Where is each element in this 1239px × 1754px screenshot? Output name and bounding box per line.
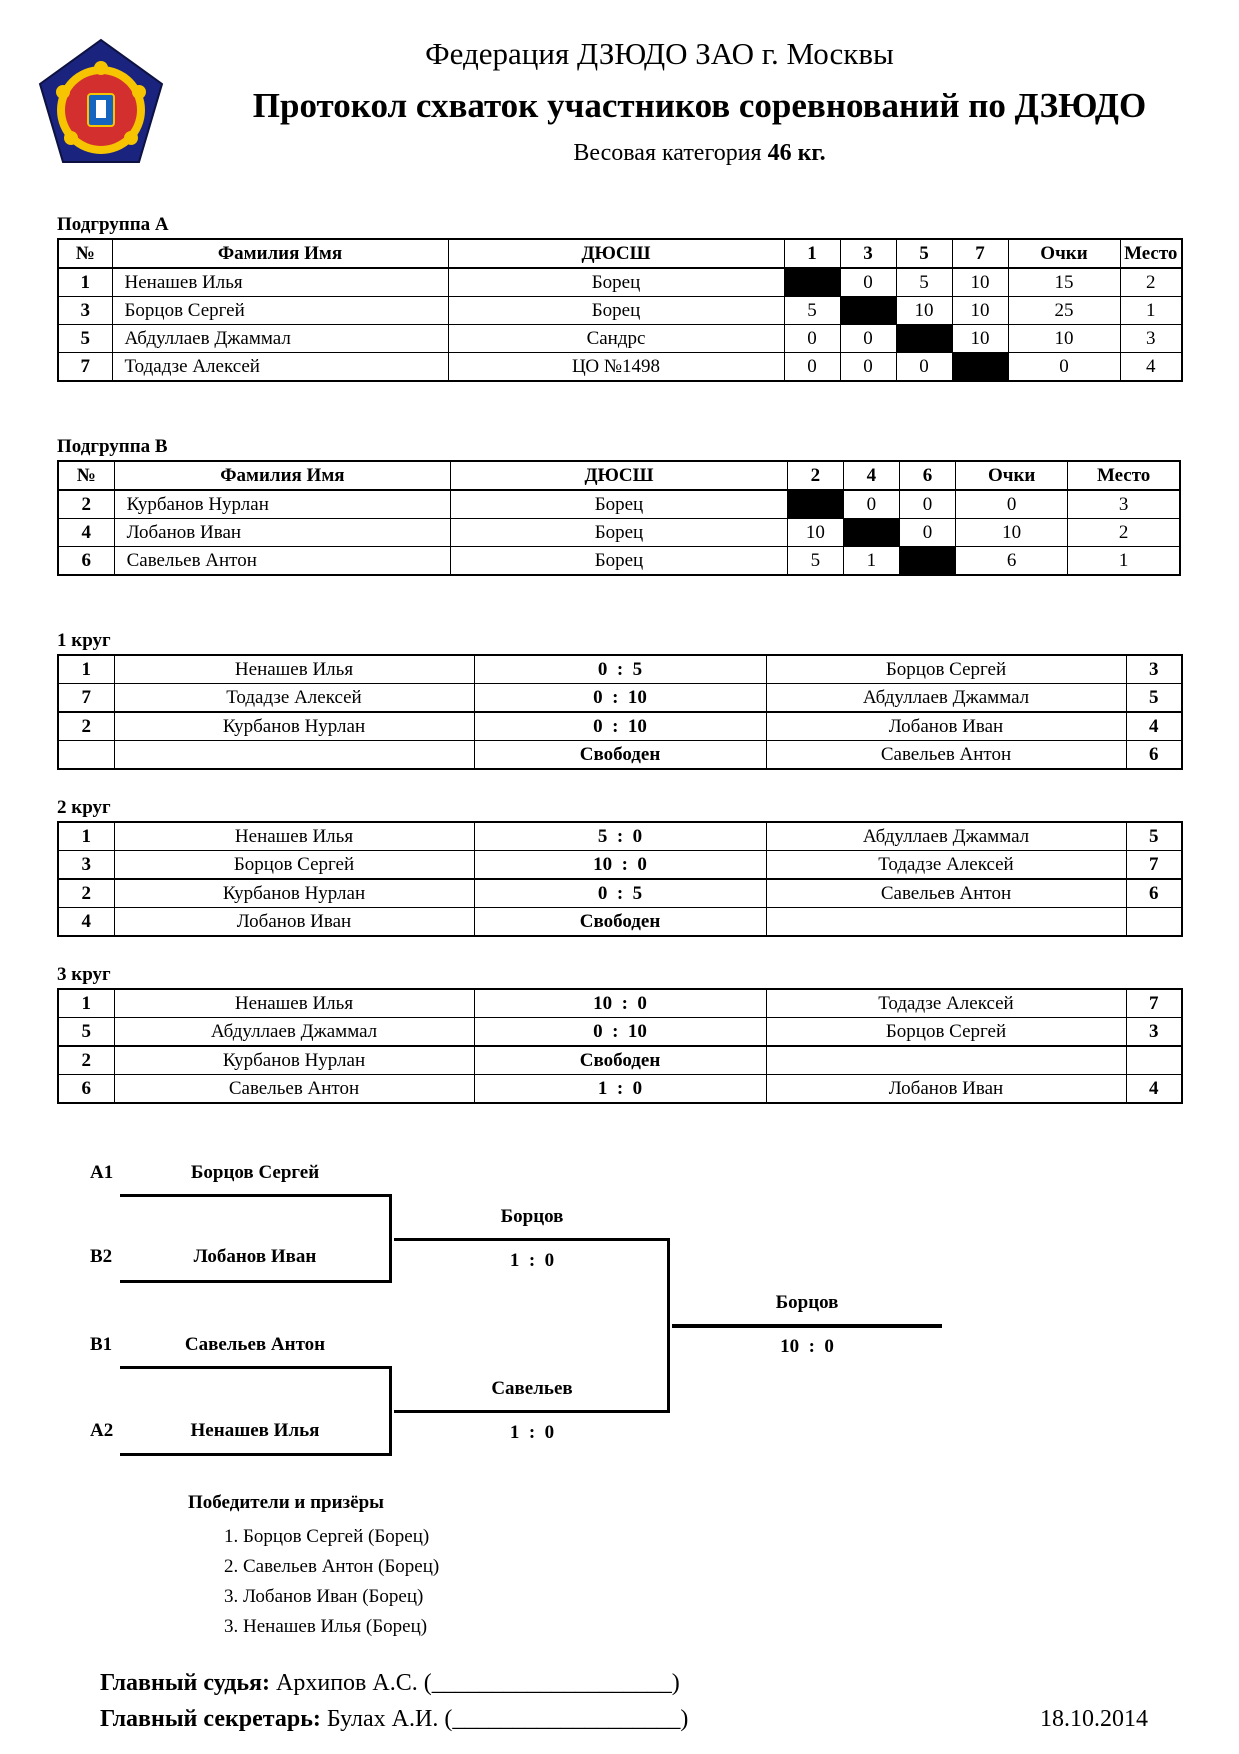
weight-category bbox=[0, 140, 1239, 167]
semi1-name-top: Борцов Сергей bbox=[190, 1162, 320, 1183]
bout-cell-n1: 1 bbox=[58, 989, 114, 1018]
semi2-seed-bottom: А2 bbox=[90, 1420, 114, 1441]
bout-cell-p1: Ненашев Илья bbox=[114, 822, 474, 851]
semi1-seed-bottom: В2 bbox=[90, 1246, 113, 1267]
bout-cell-n1 bbox=[58, 741, 114, 770]
group-a-cell-name: Борцов Сергей bbox=[112, 297, 448, 325]
group-b-table bbox=[57, 460, 1181, 576]
bout-cell-score: 0 : 5 bbox=[474, 879, 766, 908]
bout-cell-p1: Курбанов Нурлан bbox=[114, 712, 474, 741]
bout-row bbox=[58, 712, 1182, 741]
bout-cell-n2: 6 bbox=[1126, 741, 1182, 770]
group-a-cell-r1: 0 bbox=[784, 325, 840, 353]
bout-cell-p2: Савельев Антон bbox=[766, 741, 1126, 770]
semi2-score: 1 : 0 bbox=[509, 1422, 555, 1443]
bout-cell-n1: 1 bbox=[58, 655, 114, 684]
group-a-cell-r1: 5 bbox=[784, 297, 840, 325]
group-a-cell-r7 bbox=[952, 353, 1008, 382]
group-a-header-cell: № bbox=[58, 239, 112, 268]
group-a-cell-name: Ненашев Илья bbox=[112, 268, 448, 297]
group-a-cell-place: 1 bbox=[1120, 297, 1182, 325]
group-a-header-cell: ДЮСШ bbox=[448, 239, 784, 268]
winner-item: 2. Савельев Антон (Борец) bbox=[224, 1556, 440, 1577]
group-a-row bbox=[58, 268, 1182, 297]
group-a-cell-name: Абдуллаев Джаммал bbox=[112, 325, 448, 353]
group-b-row bbox=[58, 490, 1180, 519]
bout-cell-p2: Борцов Сергей bbox=[766, 655, 1126, 684]
bout-cell-p1: Ненашев Илья bbox=[114, 989, 474, 1018]
bracket-line bbox=[120, 1453, 392, 1456]
bout-cell-score: 10 : 0 bbox=[474, 989, 766, 1018]
group-b-cell-r4: 1 bbox=[843, 547, 899, 576]
group-b-cell-num: 4 bbox=[58, 519, 114, 547]
bout-cell-p2: Тодадзе Алексей bbox=[766, 851, 1126, 880]
group-a-cell-r5 bbox=[896, 325, 952, 353]
group-b-cell-r4: 0 bbox=[843, 490, 899, 519]
bout-cell-n1: 2 bbox=[58, 879, 114, 908]
group-b-cell-r6: 0 bbox=[899, 490, 955, 519]
group-a-cell-place: 2 bbox=[1120, 268, 1182, 297]
group-a-cell-name: Тодадзе Алексей bbox=[112, 353, 448, 382]
group-a-cell-points: 15 bbox=[1008, 268, 1120, 297]
group-a-header-cell: 1 bbox=[784, 239, 840, 268]
bout-cell-p2: Савельев Антон bbox=[766, 879, 1126, 908]
group-b-cell-r6 bbox=[899, 547, 955, 576]
bout-cell-n1: 6 bbox=[58, 1075, 114, 1104]
round-label: 2 круг bbox=[57, 797, 111, 818]
group-a-cell-place: 4 bbox=[1120, 353, 1182, 382]
group-b-cell-r4 bbox=[843, 519, 899, 547]
group-a-cell-num: 3 bbox=[58, 297, 112, 325]
group-b-cell-club: Борец bbox=[451, 490, 788, 519]
bout-cell-n2: 5 bbox=[1126, 684, 1182, 713]
group-a-header-cell: Очки bbox=[1008, 239, 1120, 268]
bout-row bbox=[58, 1018, 1182, 1047]
group-a-table bbox=[57, 238, 1183, 382]
bout-cell-n1: 2 bbox=[58, 1046, 114, 1075]
bout-row bbox=[58, 908, 1182, 937]
group-b-cell-place: 1 bbox=[1068, 547, 1180, 576]
bout-row bbox=[58, 989, 1182, 1018]
group-a-header-cell: 7 bbox=[952, 239, 1008, 268]
group-a-cell-r3: 0 bbox=[840, 353, 896, 382]
winners-list bbox=[224, 1522, 439, 1642]
bracket-line bbox=[394, 1238, 670, 1241]
group-a-row bbox=[58, 325, 1182, 353]
group-a-cell-r7: 10 bbox=[952, 325, 1008, 353]
bout-cell-p2: Абдуллаев Джаммал bbox=[766, 822, 1126, 851]
final-score: 10 : 0 bbox=[780, 1336, 834, 1357]
bout-cell-score: Свободен bbox=[474, 741, 766, 770]
chief-secretary-label: Главный секретарь: bbox=[100, 1706, 321, 1732]
weight-category-label: Весовая категория bbox=[573, 140, 768, 166]
group-b-cell-points: 0 bbox=[956, 490, 1068, 519]
round-table bbox=[57, 654, 1183, 770]
group-a-header-cell: Место bbox=[1120, 239, 1182, 268]
group-a-cell-club: ЦО №1498 bbox=[448, 353, 784, 382]
group-b-header-cell: 2 bbox=[787, 461, 843, 490]
bout-cell-p2: Абдуллаев Джаммал bbox=[766, 684, 1126, 713]
bout-row bbox=[58, 741, 1182, 770]
bout-cell-n2: 7 bbox=[1126, 851, 1182, 880]
semi1-winner: Борцов bbox=[500, 1206, 564, 1227]
bout-cell-p2: Лобанов Иван bbox=[766, 1075, 1126, 1104]
bout-cell-p1: Ненашев Илья bbox=[114, 655, 474, 684]
bout-cell-p1: Курбанов Нурлан bbox=[114, 1046, 474, 1075]
group-b-cell-name: Савельев Антон bbox=[114, 547, 451, 576]
bout-cell-p1: Савельев Антон bbox=[114, 1075, 474, 1104]
group-a-cell-num: 5 bbox=[58, 325, 112, 353]
group-b-header-cell: ДЮСШ bbox=[451, 461, 788, 490]
group-a-row bbox=[58, 297, 1182, 325]
bout-cell-n2: 3 bbox=[1126, 1018, 1182, 1047]
group-b-cell-points: 6 bbox=[956, 547, 1068, 576]
bout-cell-n2: 5 bbox=[1126, 822, 1182, 851]
group-b-row bbox=[58, 519, 1180, 547]
page-title: Протокол схваток участников соревнований по ДЗЮДО bbox=[252, 86, 1147, 125]
semi2-seed-top: В1 bbox=[90, 1334, 113, 1355]
federation-name: Федерация ДЗЮДО ЗАО г. Москвы bbox=[425, 36, 894, 71]
group-b-cell-num: 2 bbox=[58, 490, 114, 519]
group-a-cell-num: 1 bbox=[58, 268, 112, 297]
group-b-header-cell: № bbox=[58, 461, 114, 490]
bout-cell-p2 bbox=[766, 1046, 1126, 1075]
group-a-cell-r3 bbox=[840, 297, 896, 325]
group-b-cell-r2 bbox=[787, 490, 843, 519]
bout-cell-n2 bbox=[1126, 908, 1182, 937]
bout-row bbox=[58, 1075, 1182, 1104]
group-a-header-cell: Фамилия Имя bbox=[112, 239, 448, 268]
bout-cell-n2: 4 bbox=[1126, 1075, 1182, 1104]
group-a-cell-r5: 10 bbox=[896, 297, 952, 325]
chief-judge-value: Архипов А.С. (____________________) bbox=[270, 1670, 680, 1696]
group-a-cell-r1: 0 bbox=[784, 353, 840, 382]
bout-cell-n1: 1 bbox=[58, 822, 114, 851]
group-b-cell-num: 6 bbox=[58, 547, 114, 576]
group-b-header-cell: Фамилия Имя bbox=[114, 461, 451, 490]
bout-cell-score: Свободен bbox=[474, 1046, 766, 1075]
bout-cell-n1: 5 bbox=[58, 1018, 114, 1047]
group-b-header-cell: 6 bbox=[899, 461, 955, 490]
bout-cell-n2: 7 bbox=[1126, 989, 1182, 1018]
group-b-cell-name: Лобанов Иван bbox=[114, 519, 451, 547]
bout-row bbox=[58, 879, 1182, 908]
group-a-cell-r7: 10 bbox=[952, 268, 1008, 297]
bout-cell-score: 1 : 0 bbox=[474, 1075, 766, 1104]
bracket-line bbox=[394, 1410, 670, 1413]
group-b-header-cell: Место bbox=[1068, 461, 1180, 490]
group-b-row bbox=[58, 547, 1180, 576]
bout-cell-score: 0 : 10 bbox=[474, 684, 766, 713]
bout-cell-p1: Курбанов Нурлан bbox=[114, 879, 474, 908]
bout-row bbox=[58, 1046, 1182, 1075]
bout-cell-n2: 6 bbox=[1126, 879, 1182, 908]
group-a-header-cell: 5 bbox=[896, 239, 952, 268]
group-a-header-cell: 3 bbox=[840, 239, 896, 268]
semi2-winner: Савельев bbox=[491, 1378, 573, 1399]
bout-cell-n2: 3 bbox=[1126, 655, 1182, 684]
bout-cell-score: 10 : 0 bbox=[474, 851, 766, 880]
bout-cell-n2 bbox=[1126, 1046, 1182, 1075]
bracket-line bbox=[389, 1366, 392, 1456]
group-b-cell-r6: 0 bbox=[899, 519, 955, 547]
final-winner: Борцов bbox=[775, 1292, 839, 1313]
group-b-cell-r2: 5 bbox=[787, 547, 843, 576]
winner-item: 1. Борцов Сергей (Борец) bbox=[224, 1526, 430, 1547]
bout-cell-n1: 3 bbox=[58, 851, 114, 880]
bout-cell-n1: 2 bbox=[58, 712, 114, 741]
weight-category-value: 46 кг. bbox=[767, 140, 826, 166]
chief-secretary bbox=[100, 1706, 688, 1733]
winners-title: Победители и призёры bbox=[188, 1492, 385, 1513]
bout-cell-n1: 7 bbox=[58, 684, 114, 713]
group-a-cell-r7: 10 bbox=[952, 297, 1008, 325]
group-a-cell-r3: 0 bbox=[840, 268, 896, 297]
group-b-label: Подгруппа В bbox=[57, 436, 168, 457]
group-a-cell-club: Борец bbox=[448, 268, 784, 297]
group-b-header-cell: Очки bbox=[956, 461, 1068, 490]
bout-row bbox=[58, 655, 1182, 684]
bout-cell-score: 0 : 10 bbox=[474, 1018, 766, 1047]
bout-cell-n1: 4 bbox=[58, 908, 114, 937]
group-a-row bbox=[58, 353, 1182, 382]
winner-item: 3. Ненашев Илья (Борец) bbox=[224, 1616, 428, 1637]
group-b-cell-points: 10 bbox=[956, 519, 1068, 547]
bout-cell-p1: Тодадзе Алексей bbox=[114, 684, 474, 713]
bout-cell-p2 bbox=[766, 908, 1126, 937]
bout-cell-n2: 4 bbox=[1126, 712, 1182, 741]
group-a-cell-points: 0 bbox=[1008, 353, 1120, 382]
group-a-cell-num: 7 bbox=[58, 353, 112, 382]
bout-cell-p1 bbox=[114, 741, 474, 770]
group-b-cell-club: Борец bbox=[451, 547, 788, 576]
winner-item: 3. Лобанов Иван (Борец) bbox=[224, 1586, 424, 1607]
chief-secretary-value: Булах А.И. (___________________) bbox=[320, 1706, 689, 1732]
bout-row bbox=[58, 684, 1182, 713]
group-a-cell-r5: 5 bbox=[896, 268, 952, 297]
group-a-cell-r3: 0 bbox=[840, 325, 896, 353]
semi1-score: 1 : 0 bbox=[509, 1250, 555, 1271]
bout-cell-p2: Лобанов Иван bbox=[766, 712, 1126, 741]
group-b-cell-place: 3 bbox=[1068, 490, 1180, 519]
chief-judge bbox=[100, 1670, 680, 1697]
group-a-cell-club: Борец bbox=[448, 297, 784, 325]
round-label: 1 круг bbox=[57, 630, 111, 651]
bout-cell-p2: Тодадзе Алексей bbox=[766, 989, 1126, 1018]
bout-cell-p1: Борцов Сергей bbox=[114, 851, 474, 880]
group-a-cell-points: 25 bbox=[1008, 297, 1120, 325]
bout-cell-p2: Борцов Сергей bbox=[766, 1018, 1126, 1047]
semi2-name-top: Савельев Антон bbox=[184, 1334, 326, 1355]
bout-row bbox=[58, 822, 1182, 851]
bout-cell-p1: Лобанов Иван bbox=[114, 908, 474, 937]
bracket-line bbox=[389, 1194, 392, 1283]
bout-cell-score: 0 : 5 bbox=[474, 655, 766, 684]
group-a-cell-place: 3 bbox=[1120, 325, 1182, 353]
group-b-cell-name: Курбанов Нурлан bbox=[114, 490, 451, 519]
round-label: 3 круг bbox=[57, 964, 111, 985]
group-b-header-cell: 4 bbox=[843, 461, 899, 490]
group-b-cell-r2: 10 bbox=[787, 519, 843, 547]
group-a-cell-r1 bbox=[784, 268, 840, 297]
group-a-cell-club: Сандрс bbox=[448, 325, 784, 353]
bracket-line bbox=[120, 1366, 392, 1369]
bracket-line bbox=[120, 1194, 392, 1197]
group-b-cell-club: Борец bbox=[451, 519, 788, 547]
bracket-line bbox=[120, 1280, 392, 1283]
chief-judge-label: Главный судья: bbox=[100, 1670, 271, 1696]
semi1-seed-top: А1 bbox=[90, 1162, 114, 1183]
bracket-line bbox=[667, 1238, 670, 1413]
bracket-line bbox=[672, 1324, 942, 1328]
round-table bbox=[57, 988, 1183, 1104]
semi1-name-bottom: Лобанов Иван bbox=[193, 1246, 317, 1267]
protocol-date: 18.10.2014 bbox=[1040, 1706, 1148, 1732]
group-b-cell-place: 2 bbox=[1068, 519, 1180, 547]
semi2-name-bottom: Ненашев Илья bbox=[190, 1420, 320, 1441]
bout-cell-score: Свободен bbox=[474, 908, 766, 937]
bout-row bbox=[58, 851, 1182, 880]
bout-cell-p1: Абдуллаев Джаммал bbox=[114, 1018, 474, 1047]
bout-cell-score: 0 : 10 bbox=[474, 712, 766, 741]
round-table bbox=[57, 821, 1183, 937]
bout-cell-score: 5 : 0 bbox=[474, 822, 766, 851]
group-a-label: Подгруппа А bbox=[57, 214, 169, 235]
group-a-cell-r5: 0 bbox=[896, 353, 952, 382]
group-a-cell-points: 10 bbox=[1008, 325, 1120, 353]
